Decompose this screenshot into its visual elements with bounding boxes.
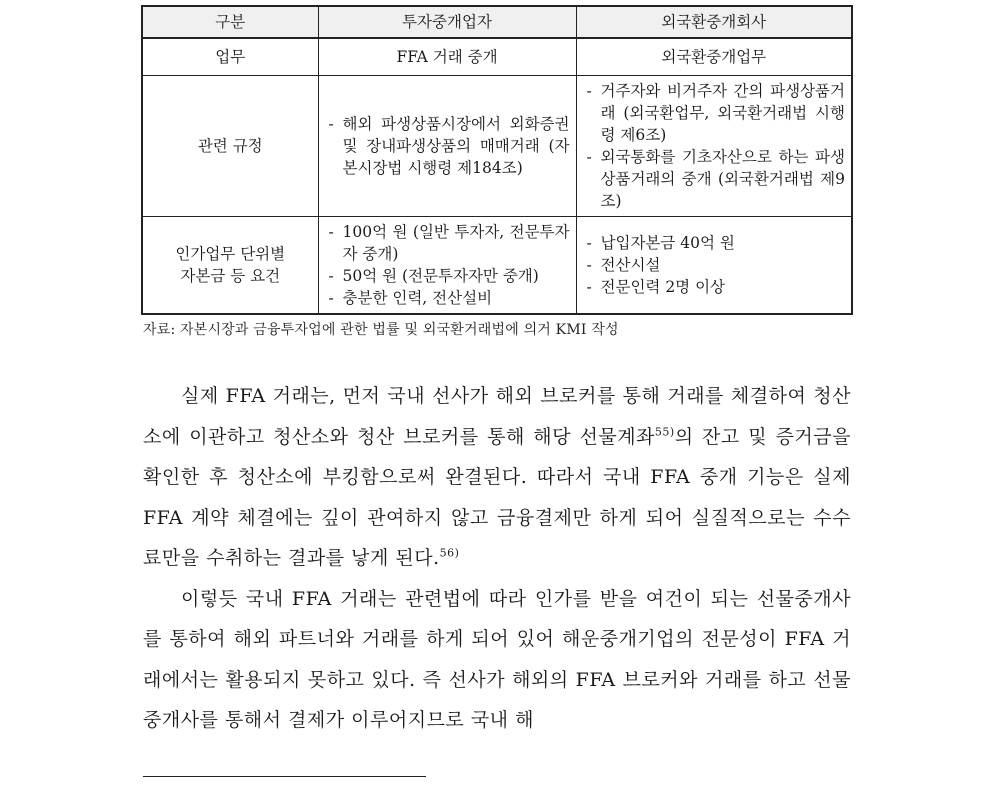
row-label-requirement-line2: 자본금 등 요건 <box>180 267 281 285</box>
broker-comparison-table <box>141 5 853 315</box>
table-row-regulation <box>142 76 852 217</box>
row-label-requirement <box>142 217 318 315</box>
list-item: - 해외 파생상품시장에서 외화증권 및 장내파생상품의 매매거래 (자본시장법 시행령 제184조) <box>329 113 570 179</box>
regulation-investment-list <box>319 113 576 179</box>
body-text <box>143 376 851 741</box>
list-item: - 충분한 인력, 전산설비 <box>329 287 570 309</box>
list-item: - 납입자본금 40억 원 <box>587 232 846 254</box>
regulation-fx-list <box>577 80 852 212</box>
list-item: - 100억 원 (일반 투자자, 전문투자자 중개) <box>329 221 570 265</box>
table-header-row <box>142 6 852 38</box>
header-category: 구분 <box>142 6 318 38</box>
paragraph-ffa-process <box>143 376 851 579</box>
footnote-divider <box>143 776 426 777</box>
list-item: - 전산시설 <box>587 254 846 276</box>
row-label-requirement-line1: 인가업무 단위별 <box>175 245 286 263</box>
list-item: - 50억 원 (전문투자자만 중개) <box>329 265 570 287</box>
cell-task-fx-broker: 외국환중개업무 <box>576 38 852 76</box>
cell-requirement-investment-broker <box>318 217 576 315</box>
paragraph1-part1: 실제 FFA 거래는, 먼저 국내 선사가 해외 브로커를 통해 거래를 체결하여 청산소에 이관하고 청산소와 청산 브로커를 통해 해당 선물계좌 <box>143 385 851 448</box>
footnote-ref-55: 55) <box>654 425 675 439</box>
requirement-investment-list <box>319 221 576 309</box>
cell-task-investment-broker: FFA 거래 중개 <box>318 38 576 76</box>
table-row-task <box>142 38 852 76</box>
list-item: - 거주자와 비거주자 간의 파생상품거래 (외국환업무, 외국환거래법 시행령 제6조) <box>587 80 846 146</box>
paragraph1-part2: 의 잔고 및 증거금을 확인한 후 청산소에 부킹함으로써 완결된다. 따라서 국내 FFA 중개 기능은 실제 FFA 계약 체결에는 깊이 관여하지 않고 금융결제만 하게 되어 실질적으로는 수수료만을 수취하는 결과를 낳게 된다. <box>143 425 851 569</box>
row-label-task: 업무 <box>142 38 318 76</box>
list-item: - 외국통화를 기초자산으로 하는 파생상품거래의 중개 (외국환거래법 제9조) <box>587 146 846 212</box>
requirement-fx-list <box>577 232 852 298</box>
list-item: - 전문인력 2명 이상 <box>587 276 846 298</box>
header-investment-broker: 투자중개업자 <box>318 6 576 38</box>
cell-requirement-fx-broker <box>576 217 852 315</box>
cell-regulation-investment-broker <box>318 76 576 217</box>
header-fx-broker: 외국환중개회사 <box>576 6 852 38</box>
paragraph-domestic-ffa: 이렇듯 국내 FFA 거래는 관련법에 따라 인가를 받을 여건이 되는 선물중개사를 통하여 해외 파트너와 거래를 하게 되어 있어 해운중개기업의 전문성이 FFA 거래에서는 활용되지 못하고 있다. 즉 선사가 해외의 FFA 브로커와 거래를 하고 선물중개사를 통해서 결제가 이루어지므로 국내 해 <box>143 587 851 731</box>
footnote-ref-56: 56) <box>439 546 460 560</box>
table-row-requirement <box>142 217 852 315</box>
row-label-regulation: 관련 규정 <box>142 76 318 217</box>
table-source-note: 자료: 자본시장과 금융투자업에 관한 법률 및 외국환거래법에 의거 KMI 작성 <box>143 322 619 338</box>
cell-regulation-fx-broker <box>576 76 852 217</box>
